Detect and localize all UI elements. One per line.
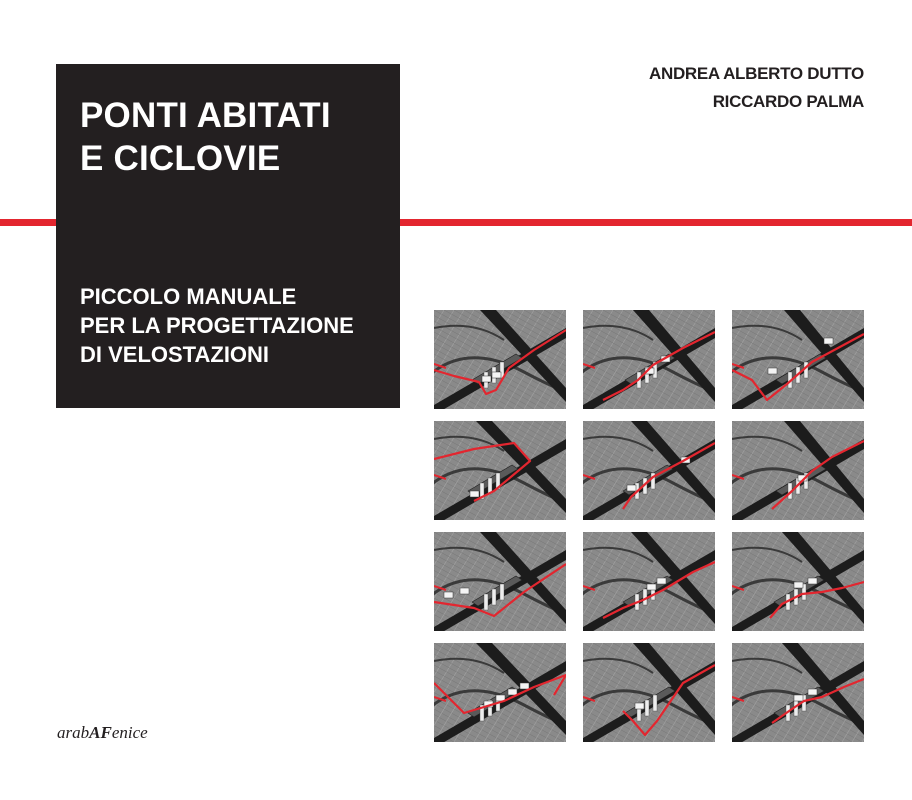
title-block <box>56 64 400 408</box>
bridge-illustration <box>583 643 715 742</box>
illustration-tile <box>583 421 715 520</box>
bridge-illustration <box>434 643 566 742</box>
bridge-illustration <box>583 310 715 409</box>
illustration-tile <box>434 310 566 409</box>
book-title-line-2: E CICLOVIE <box>80 139 281 178</box>
publisher-suffix: enice <box>111 723 148 742</box>
illustration-tile <box>583 310 715 409</box>
bridge-illustration <box>732 421 864 520</box>
bridge-illustration <box>583 421 715 520</box>
illustration-tile <box>583 643 715 742</box>
publisher-mark: AF <box>89 723 112 742</box>
bridge-illustration <box>434 421 566 520</box>
bridge-illustration <box>732 532 864 631</box>
bridge-illustration <box>434 532 566 631</box>
illustration-tile <box>732 532 864 631</box>
illustration-grid <box>434 310 866 742</box>
book-subtitle-line-3: DI VELOSTAZIONI <box>80 342 270 367</box>
book-title-line-1: PONTI ABITATI <box>80 96 331 135</box>
bridge-illustration <box>732 310 864 409</box>
bridge-illustration <box>583 532 715 631</box>
book-subtitle-line-1: PICCOLO MANUALE <box>80 284 297 309</box>
illustration-tile <box>583 532 715 631</box>
publisher-prefix: arab <box>57 723 90 742</box>
author-2: RICCARDO PALMA <box>712 92 864 111</box>
bridge-illustration <box>732 643 864 742</box>
illustration-tile <box>732 421 864 520</box>
illustration-tile <box>434 421 566 520</box>
book-subtitle <box>80 282 354 369</box>
illustration-tile <box>732 310 864 409</box>
illustration-tile <box>434 643 566 742</box>
illustration-tile <box>732 643 864 742</box>
publisher-logo <box>57 723 148 743</box>
illustration-tile <box>434 532 566 631</box>
book-subtitle-line-2: PER LA PROGETTAZIONE <box>80 313 354 338</box>
bridge-illustration <box>434 310 566 409</box>
authors <box>649 60 864 116</box>
book-title <box>80 94 331 180</box>
author-1: ANDREA ALBERTO DUTTO <box>648 64 864 83</box>
